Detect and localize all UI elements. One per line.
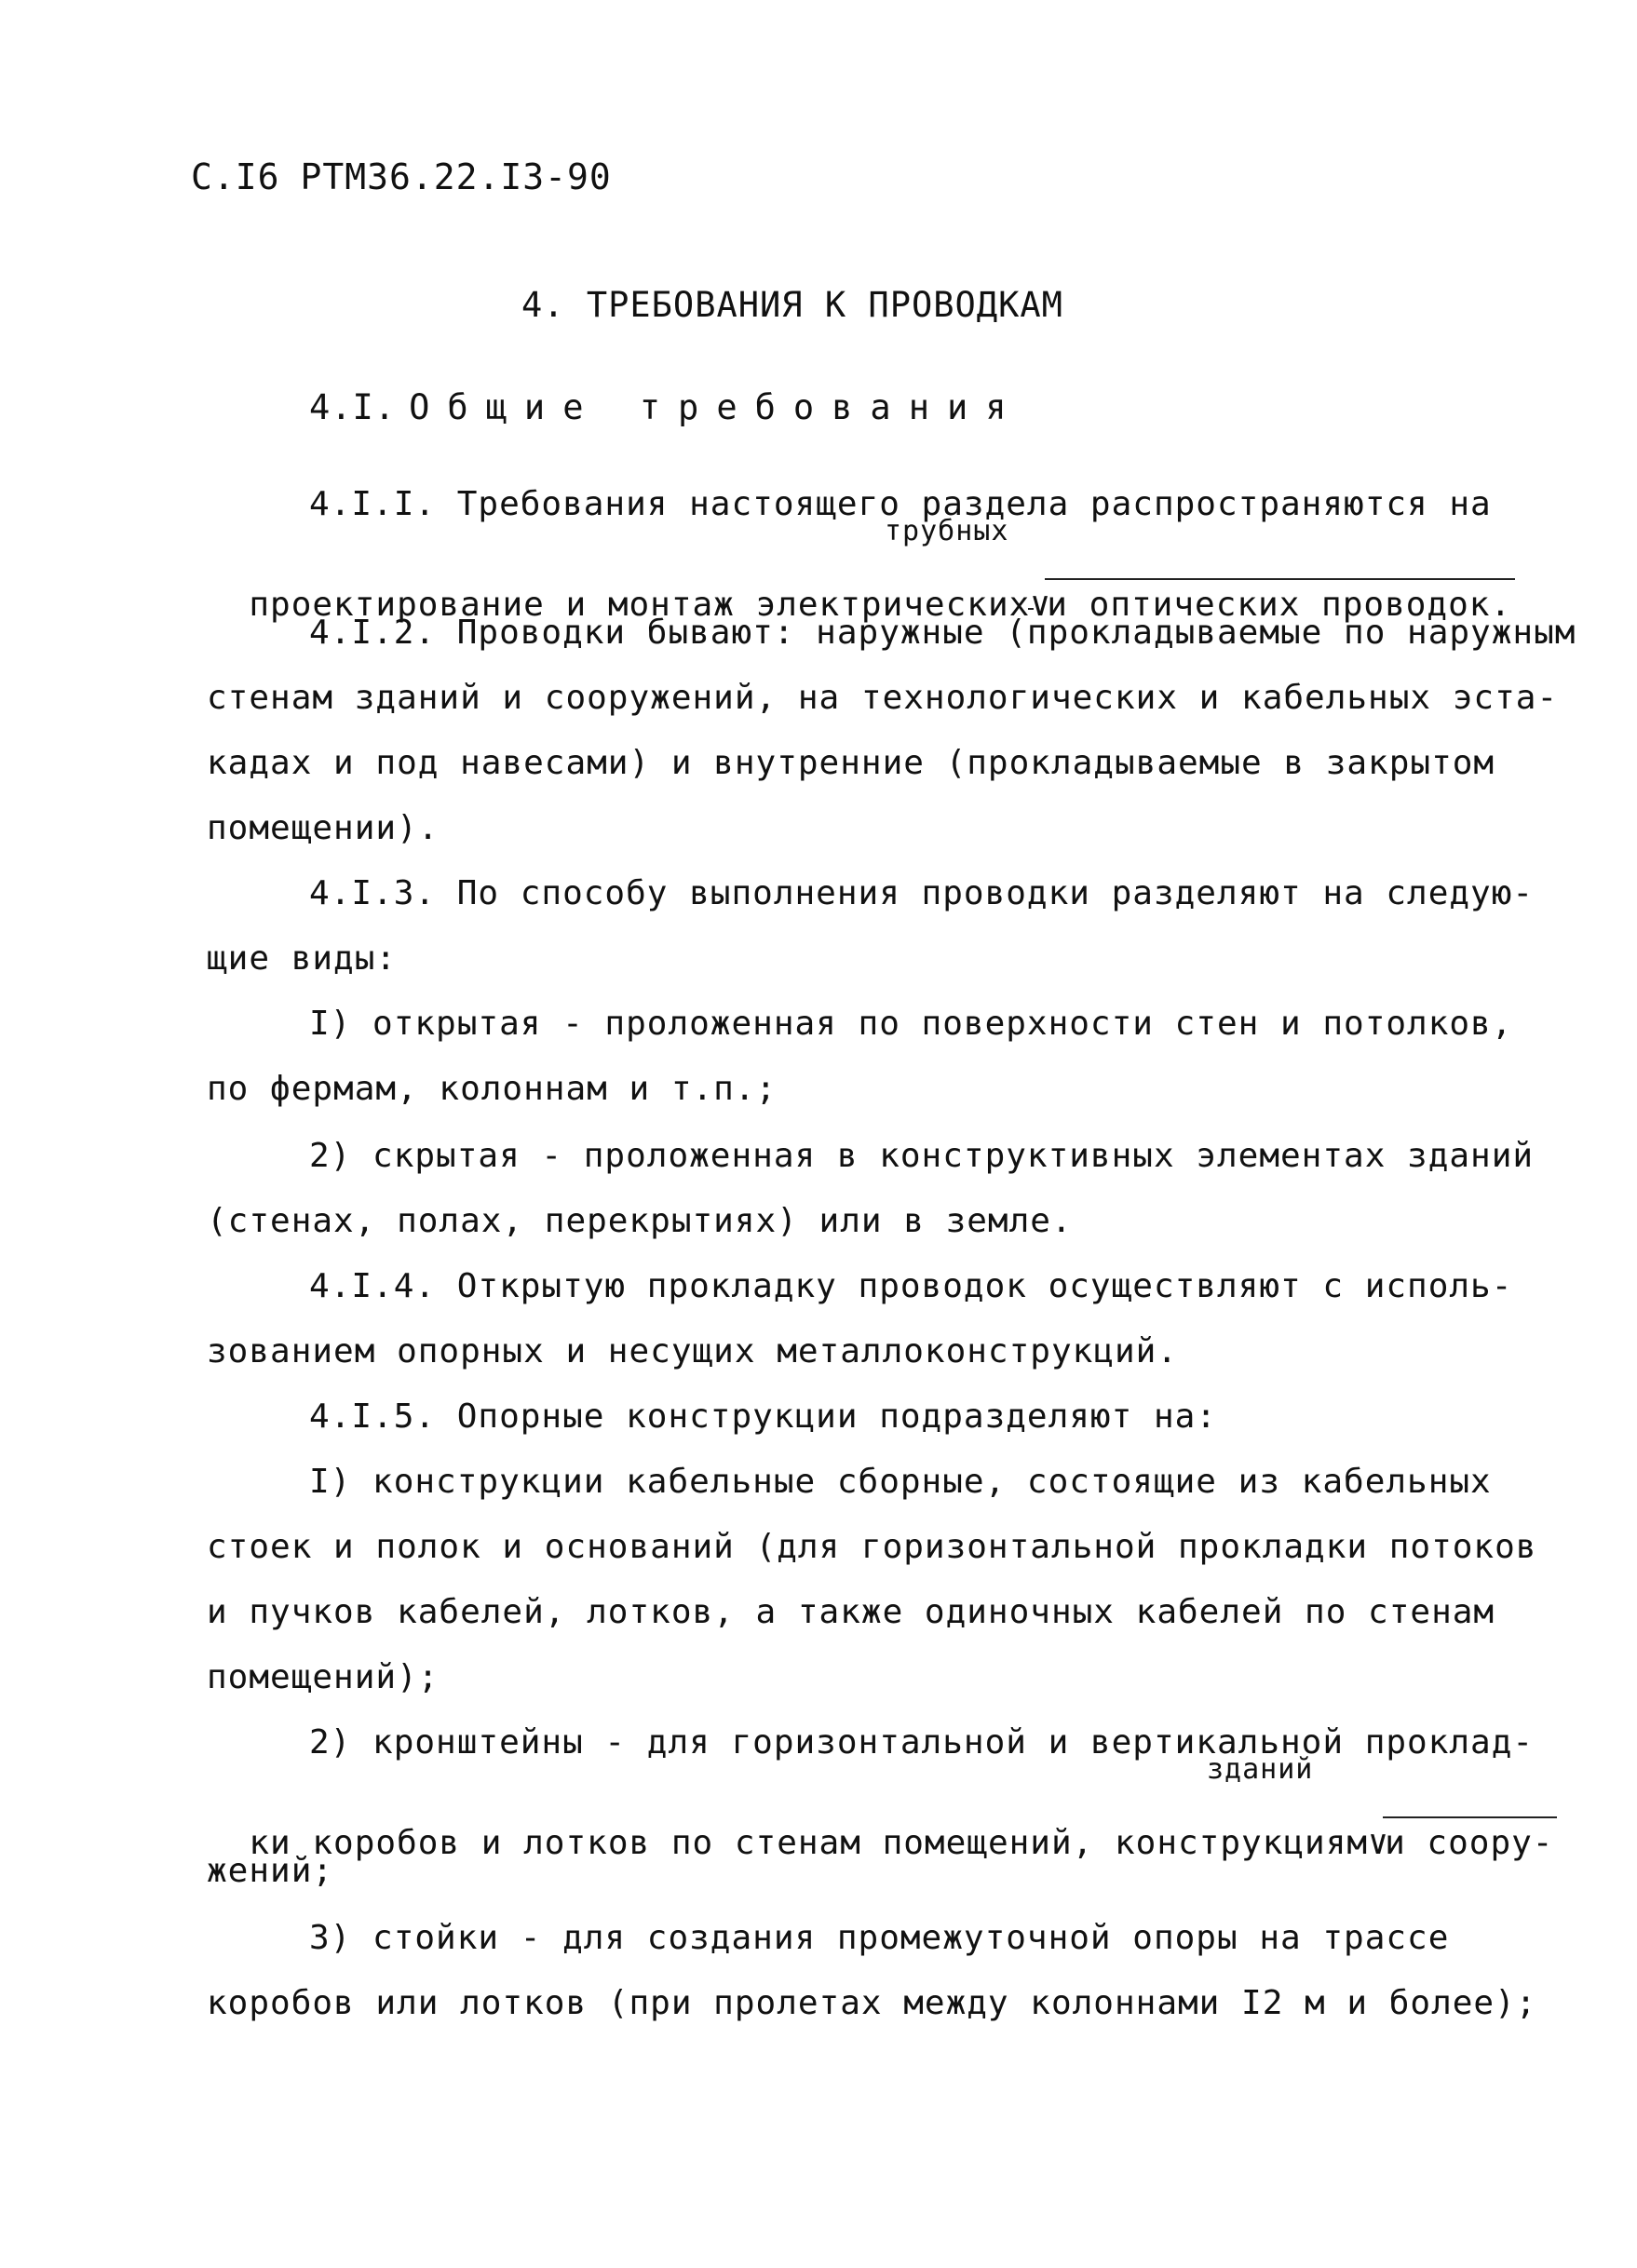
clause-4-1-5-item-2-line-2-part-b: и соору- <box>1385 1824 1554 1862</box>
clause-4-1-5-item-3-line-2: коробов или лотков (при пролетах между колоннами I2 м и более); <box>207 1984 1537 2022</box>
page-number: С.I6 <box>191 156 280 197</box>
clause-4-1-5-item-3-line-1: 3) стойки - для создания промежуточной опоры на трассе <box>309 1919 1450 1957</box>
clause-4-1-2-line-1: 4.I.2. Проводки бывают: наружные (прокладываемые по наружным <box>309 614 1576 652</box>
clause-4-1-3-item-2-line-2: (стенах, полах, перекрытиях) или в земле. <box>207 1202 1073 1240</box>
clause-4-1-5-item-2-line-1: 2) кронштейны - для горизонтальной и вертикальной проклад- <box>309 1723 1535 1762</box>
clause-4-1-2-line-3: кадах и под навесами) и внутренние (прокладываемые в закрытом <box>207 744 1495 782</box>
clause-4-1-5-line-1: 4.I.5. Опорные конструкции подразделяют на: <box>309 1397 1217 1436</box>
subsection-heading: Общие требования <box>409 387 1024 427</box>
clause-4-1-3-line-2: щие виды: <box>207 939 398 978</box>
handwritten-insertion-trubnyh: трубных <box>885 515 1009 547</box>
clause-4-1-5-item-2-line-2-part-a: ки коробов и лотков по стенам помещений, конструкциям <box>249 1824 1369 1862</box>
clause-4-1-3-item-1-line-1: I) открытая - проложенная по поверхности стен и потолков, <box>309 1005 1513 1043</box>
subsection-title <box>309 387 1024 427</box>
clause-4-1-5-item-1-line-2: стоек и полок и оснований (для горизонтальной прокладки потоков <box>207 1528 1537 1566</box>
insertion-caret-icon: ∨ <box>1368 1824 1389 1862</box>
clause-4-1-5-item-1-line-1: I) конструкции кабельные сборные, состоящие из кабельных <box>309 1463 1492 1501</box>
clause-4-1-1-line-2-part-a: проектирование и монтаж электрических <box>249 586 1031 624</box>
handwritten-insertion-zdaniy: зданий <box>1207 1753 1314 1786</box>
clause-4-1-5-item-1-line-3: и пучков кабелей, лотков, а также одиночных кабелей по стенам <box>207 1593 1495 1631</box>
clause-4-1-1-line-2 <box>207 549 1511 624</box>
clause-4-1-3-item-2-line-1: 2) скрытая - проложенная в конструктивных элементах зданий <box>309 1137 1535 1175</box>
clause-4-1-3-item-1-line-2: по фермам, колоннам и т.п.; <box>207 1070 778 1108</box>
insertion-caret-icon: ∨ <box>1030 586 1051 624</box>
page-header <box>191 156 612 197</box>
clause-4-1-5-item-2-line-2 <box>207 1788 1553 1862</box>
clause-4-1-5-item-1-line-4: помещений); <box>207 1658 440 1696</box>
clause-4-1-3-line-1: 4.I.3. По способу выполнения проводки разделяют на следую- <box>309 874 1535 912</box>
section-title: 4. ТРЕБОВАНИЯ К ПРОВОДКАМ <box>521 285 1063 325</box>
clause-4-1-2-line-4: помещении). <box>207 809 440 847</box>
clause-4-1-4-line-1: 4.I.4. Открытую прокладку проводок осуществляют с исполь- <box>309 1267 1513 1305</box>
clause-4-1-5-item-2-line-3: жений; <box>207 1852 334 1890</box>
clause-4-1-4-line-2: зованием опорных и несущих металлоконструкций. <box>207 1332 1178 1370</box>
subsection-number: 4.I. <box>309 387 397 427</box>
clause-4-1-1-line-1: 4.I.I. Требования настоящего раздела распространяются на <box>309 485 1492 523</box>
clause-4-1-1-line-2-part-b: и оптических проводок. <box>1047 586 1512 624</box>
document-code: РТМ36.22.I3-90 <box>300 156 612 197</box>
clause-4-1-2-line-2: стенам зданий и сооружений, на технологических и кабельных эста- <box>207 679 1559 717</box>
